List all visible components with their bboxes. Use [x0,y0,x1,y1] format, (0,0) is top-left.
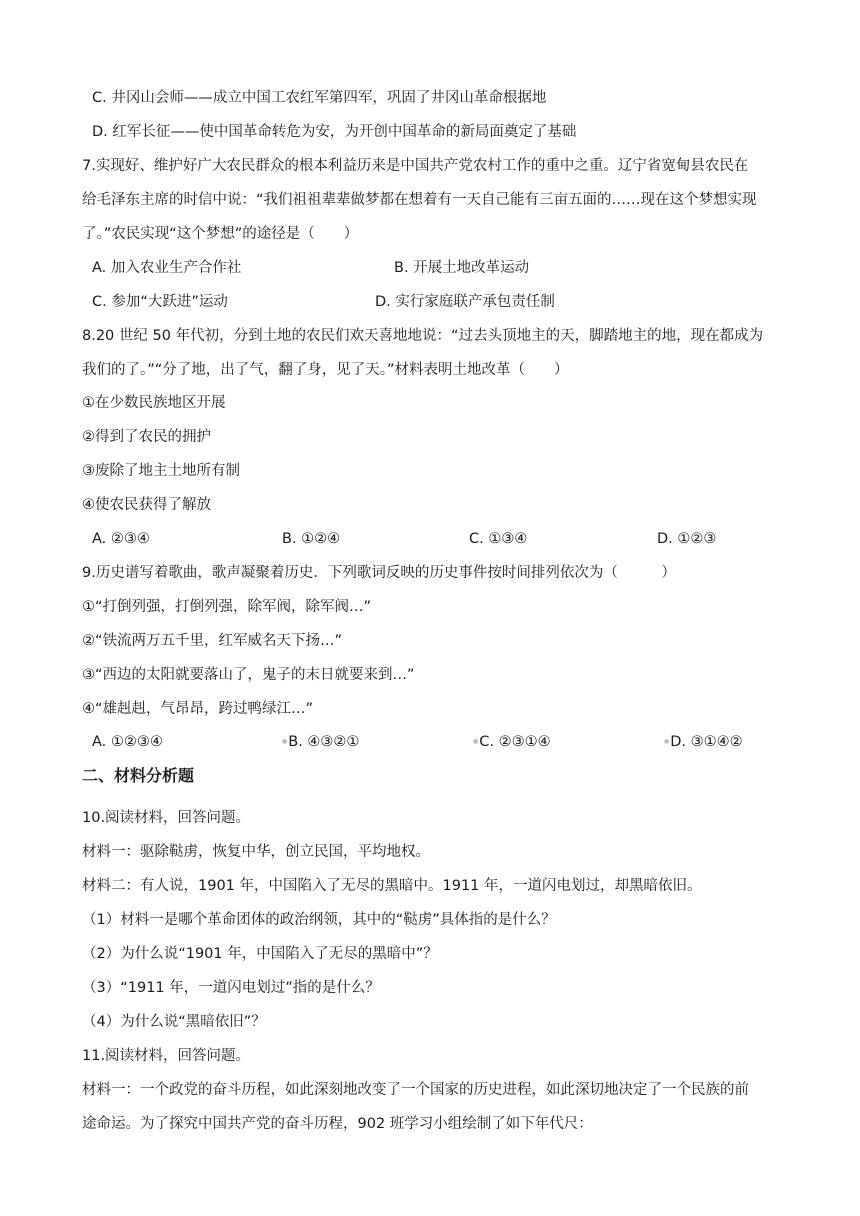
q7-option-a: A. 加入农业生产合作社 [92,260,242,276]
q8-item-1: ①在少数民族地区开展 [82,395,226,411]
q8-item-2: ②得到了农民的拥护 [82,429,211,445]
bullet-dot-icon: ● [282,738,288,745]
q9-item-1: ①“打倒列强，打倒列强，除军阀，除军阀…” [82,599,372,615]
q8-stem-line2: 我们的了。”“分了地，出了气，翻了身，见了天。”材料表明土地改革（ ） [82,362,569,378]
bullet-dot-icon: ● [473,738,479,745]
q9-item-2: ②“铁流两万五千里，红军威名天下扬…” [82,633,343,649]
q8-stem-line1: 8.20 世纪 50 年代初，分到土地的农民们欢天喜地地说：“过去头顶地主的天，脚踏地主的地，现在都成为 [82,328,764,344]
q7-option-b: B. 开展土地改革运动 [394,260,530,276]
q8-item-4: ④使农民获得了解放 [82,497,211,513]
q9-option-d: D. ③①④② [670,734,743,750]
q10-subquestion-2: （2）为什么说“1901 年，中国陷入了无尽的黑暗中”？ [82,946,438,962]
bullet-dot-icon: ● [664,738,670,745]
q7-stem-line3: 了。”农民实现“这个梦想”的途径是（ ） [82,226,359,242]
q9-item-4: ④“雄赳赳，气昂昂，跨过鸭绿江…” [82,701,314,717]
q7-option-c: C. 参加“大跃进”运动 [92,294,228,310]
q8-option-b: B. ①②④ [282,531,341,547]
q6-option-d: D. 红军长征——使中国革命转危为安，为开创中国革命的新局面奠定了基础 [92,124,577,140]
q9-stem-line1: 9.历史谱写着歌曲，歌声凝聚着历史．下列歌词反映的历史事件按时间排列依次为（ ） [82,565,676,581]
q7-stem-line1: 7.实现好、维护好广大农民群众的根本利益历来是中国共产党农村工作的重中之重。辽宁省宽甸县农民在 [82,158,749,174]
q11-stem: 11.阅读材料，回答问题。 [82,1048,251,1064]
q10-subquestion-1: （1）材料一是哪个革命团体的政治纲领，其中的“鞑虏”具体指的是什么？ [82,912,556,928]
q8-option-d: D. ①②③ [657,531,717,547]
q9-option-b-wrap [282,732,359,752]
section-heading: 二、材料分析题 [82,766,195,785]
q9-option-a: A. ①②③④ [92,734,163,750]
q9-option-c-wrap [473,732,551,752]
q10-material-2: 材料二：有人说，1901 年，中国陷入了无尽的黑暗中。1911 年，一道闪电划过，却黑暗依旧。 [82,878,702,894]
q10-material-1: 材料一：驱除鞑虏，恢复中华，创立民国，平均地权。 [82,844,430,860]
q10-subquestion-4: （4）为什么说“黑暗依旧”？ [82,1014,266,1030]
q8-item-3: ③废除了地主土地所有制 [82,463,240,479]
q6-option-c: C. 井冈山会师——成立中国工农红军第四军，巩固了井冈山革命根据地 [92,90,547,106]
q8-option-a: A. ②③④ [92,531,150,547]
q9-item-3: ③“西边的太阳就要落山了，鬼子的末日就要来到…” [82,667,415,683]
q7-option-d: D. 实行家庭联产承包责任制 [375,294,555,310]
q8-option-c: C. ①③④ [469,531,528,547]
q9-option-c: C. ②③①④ [479,734,551,750]
q7-stem-line2: 给毛泽东主席的时信中说：“我们祖祖辈辈做梦都在想着有一天自己能有三亩五面的……现在这个梦想实现 [82,192,757,208]
q9-option-d-wrap [664,732,743,752]
q11-material-1-line1: 材料一：一个政党的奋斗历程，如此深刻地改变了一个国家的历史进程，如此深切地决定了一个民族的前 [82,1082,749,1098]
q10-subquestion-3: （3）“1911 年，一道闪电划过”指的是什么？ [82,980,380,996]
q10-stem: 10.阅读材料，回答问题。 [82,810,251,826]
q9-option-b: B. ④③②① [288,734,360,750]
q11-material-1-line2: 途命运。为了探究中国共产党的奋斗历程，902 班学习小组绘制了如下年代尺： [82,1116,593,1132]
